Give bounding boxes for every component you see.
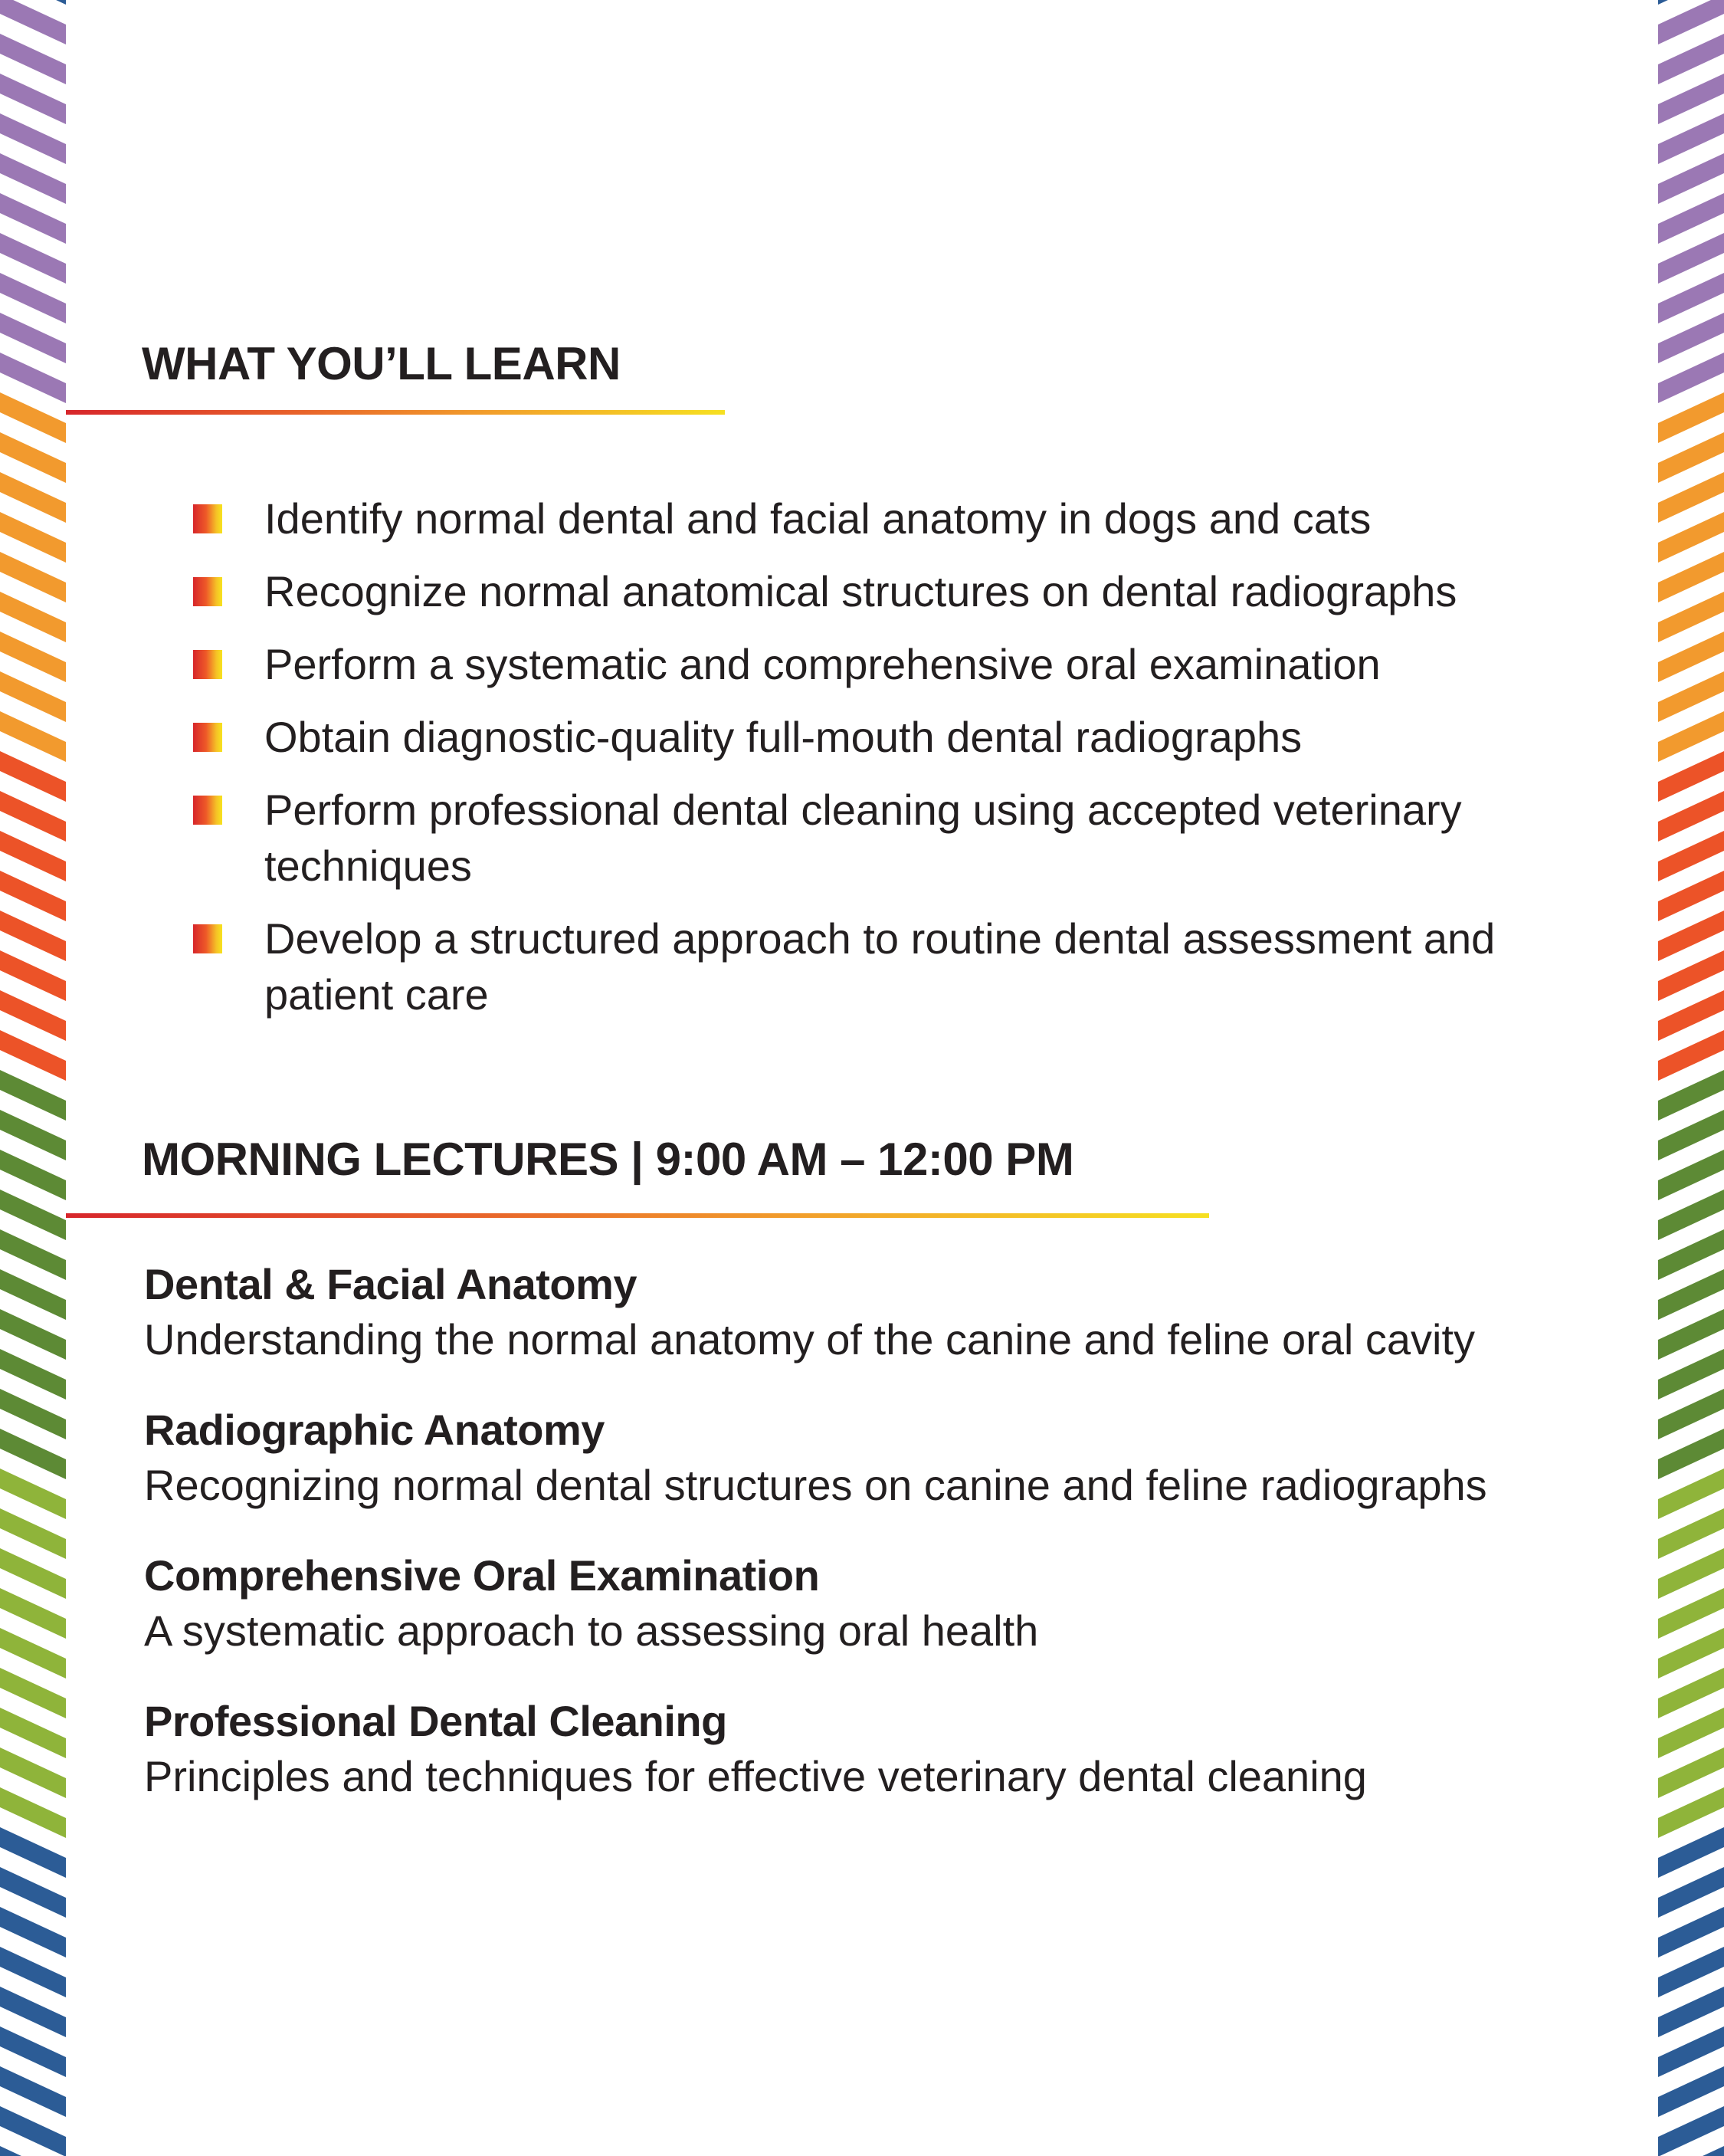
border-stripe: [1658, 2066, 1724, 2117]
border-stripe: [0, 1747, 66, 1798]
lecture-item: [144, 1694, 1600, 1804]
square-bullet-icon: [193, 504, 222, 533]
border-stripe: [0, 1787, 66, 1838]
border-stripe: [0, 512, 66, 563]
border-stripe: [1658, 113, 1724, 164]
border-stripe: [1658, 1389, 1724, 1439]
objective-text: Recognize normal anatomical structures on dental radiographs: [264, 567, 1457, 615]
lecture-item: [144, 1548, 1600, 1659]
border-stripe: [0, 1708, 66, 1758]
border-stripe: [1658, 392, 1724, 443]
border-stripe: [0, 432, 66, 483]
border-stripe: [0, 153, 66, 204]
border-stripe: [0, 1150, 66, 1200]
border-stripe: [0, 2106, 66, 2156]
border-stripe: [1658, 0, 1724, 44]
border-stripe: [1658, 1708, 1724, 1758]
border-stripe: [1658, 512, 1724, 563]
border-stripe: [1658, 990, 1724, 1041]
border-stripe: [1658, 353, 1724, 403]
border-stripe: [0, 313, 66, 363]
border-stripe: [1658, 1070, 1724, 1121]
lectures-list: [144, 1257, 1600, 1839]
square-bullet-icon: [193, 577, 222, 606]
border-stripe: [0, 871, 66, 921]
border-stripe: [1658, 472, 1724, 523]
border-stripe: [0, 711, 66, 762]
border-stripe: [0, 1349, 66, 1400]
border-stripe: [1658, 911, 1724, 961]
border-stripe: [0, 1668, 66, 1718]
lecture-title: Professional Dental Cleaning: [144, 1697, 727, 1745]
border-stripe: [0, 671, 66, 722]
border-stripe: [1658, 671, 1724, 722]
square-bullet-icon: [193, 650, 222, 679]
border-stripe: [0, 233, 66, 284]
border-stripe: [0, 472, 66, 523]
border-stripe: [0, 1110, 66, 1160]
border-stripe: [1658, 1030, 1724, 1081]
border-stripe: [0, 34, 66, 84]
objective-item: [192, 636, 1609, 692]
square-bullet-icon: [193, 723, 222, 752]
border-stripe: [0, 1907, 66, 1957]
objective-text: Perform a systematic and comprehensive oral examination: [264, 640, 1381, 688]
border-stripe: [0, 353, 66, 403]
border-stripe: [0, 74, 66, 124]
border-stripe: [1658, 34, 1724, 84]
border-stripe: [1658, 1269, 1724, 1320]
lecture-description: Principles and techniques for effective veterinary dental cleaning: [144, 1752, 1367, 1800]
border-stripe: [1658, 751, 1724, 802]
border-stripe: [1658, 2026, 1724, 2077]
border-stripe: [0, 911, 66, 961]
border-stripe: [1658, 1867, 1724, 1918]
objective-text: Develop a structured approach to routine dental assessment and patient care: [264, 914, 1496, 1019]
border-stripe: [0, 1070, 66, 1121]
border-stripe: [1658, 1110, 1724, 1160]
border-stripe: [1658, 1588, 1724, 1639]
objective-text: Obtain diagnostic-quality full-mouth dental radiographs: [264, 713, 1303, 761]
border-stripe: [0, 1030, 66, 1081]
border-stripe: [0, 2026, 66, 2077]
border-stripe: [1658, 153, 1724, 204]
border-stripe: [0, 1548, 66, 1599]
border-stripe: [0, 1947, 66, 1997]
lectures-heading: MORNING LECTURES | 9:00 AM – 12:00 PM: [142, 1134, 1074, 1185]
border-stripe: [0, 1469, 66, 1519]
border-stripe: [1658, 1787, 1724, 1838]
border-stripe: [0, 1628, 66, 1679]
objective-text: Perform professional dental cleaning using accepted veterinary techniques: [264, 786, 1462, 890]
border-stripe: [1658, 1229, 1724, 1280]
border-stripe: [0, 632, 66, 682]
objective-item: [192, 911, 1609, 1022]
border-stripe: [1658, 193, 1724, 244]
border-stripe: [1658, 1349, 1724, 1400]
border-stripe: [1658, 592, 1724, 642]
border-stripe: [1658, 74, 1724, 124]
border-stripe: [0, 1588, 66, 1639]
objectives-list: [192, 491, 1609, 1039]
border-stripe: [1658, 313, 1724, 363]
border-stripe: [1658, 1907, 1724, 1957]
border-stripe: [1658, 273, 1724, 323]
border-stripe: [0, 1389, 66, 1439]
right-striped-border: [1658, 0, 1724, 2156]
border-stripe: [0, 273, 66, 323]
objective-text: Identify normal dental and facial anatomy in dogs and cats: [264, 494, 1372, 543]
border-stripe: [1658, 632, 1724, 682]
border-stripe: [1658, 1668, 1724, 1718]
lecture-item: [144, 1257, 1600, 1367]
border-stripe: [1658, 791, 1724, 842]
border-stripe: [1658, 552, 1724, 602]
lecture-title: Radiographic Anatomy: [144, 1406, 605, 1454]
lecture-description: Understanding the normal anatomy of the canine and feline oral cavity: [144, 1315, 1476, 1363]
border-stripe: [0, 592, 66, 642]
border-stripe: [0, 1229, 66, 1280]
border-stripe: [1658, 711, 1724, 762]
objective-item: [192, 782, 1609, 894]
learn-heading-rule: [66, 410, 725, 415]
border-stripe: [1658, 1827, 1724, 1878]
border-stripe: [1658, 432, 1724, 483]
border-stripe: [1658, 1469, 1724, 1519]
border-stripe: [0, 791, 66, 842]
border-stripe: [0, 751, 66, 802]
border-stripe: [0, 1827, 66, 1878]
learn-heading: WHAT YOU’LL LEARN: [142, 338, 621, 389]
border-stripe: [0, 2066, 66, 2117]
lecture-description: Recognizing normal dental structures on canine and feline radiographs: [144, 1461, 1487, 1509]
square-bullet-icon: [193, 924, 222, 953]
border-stripe: [0, 1429, 66, 1479]
border-stripe: [0, 552, 66, 602]
lecture-description: A systematic approach to assessing oral health: [144, 1606, 1039, 1655]
border-stripe: [0, 392, 66, 443]
border-stripe: [0, 1190, 66, 1240]
border-stripe: [1658, 2106, 1724, 2156]
border-stripe: [0, 0, 66, 44]
border-stripe: [0, 1508, 66, 1559]
border-stripe: [0, 1269, 66, 1320]
border-stripe: [1658, 1190, 1724, 1240]
border-stripe: [1658, 831, 1724, 881]
border-stripe: [0, 1309, 66, 1360]
lecture-item: [144, 1403, 1600, 1513]
border-stripe: [0, 1987, 66, 2037]
border-stripe: [0, 831, 66, 881]
border-stripe: [1658, 1987, 1724, 2037]
border-stripe: [0, 950, 66, 1001]
lectures-heading-rule: [66, 1213, 1209, 1218]
border-stripe: [1658, 950, 1724, 1001]
border-stripe: [1658, 1947, 1724, 1997]
border-stripe: [0, 990, 66, 1041]
border-stripe: [0, 113, 66, 164]
border-stripe: [1658, 1150, 1724, 1200]
objective-item: [192, 491, 1609, 546]
border-stripe: [0, 193, 66, 244]
border-stripe: [1658, 1747, 1724, 1798]
border-stripe: [1658, 1429, 1724, 1479]
border-stripe: [1658, 233, 1724, 284]
lecture-title: Dental & Facial Anatomy: [144, 1260, 637, 1308]
left-striped-border: [0, 0, 66, 2156]
border-stripe: [1658, 1508, 1724, 1559]
objective-item: [192, 563, 1609, 619]
objective-item: [192, 709, 1609, 765]
border-stripe: [0, 1867, 66, 1918]
border-stripe: [1658, 1628, 1724, 1679]
border-stripe: [1658, 1548, 1724, 1599]
lecture-title: Comprehensive Oral Examination: [144, 1551, 820, 1600]
border-stripe: [1658, 1309, 1724, 1360]
square-bullet-icon: [193, 796, 222, 825]
border-stripe: [1658, 871, 1724, 921]
